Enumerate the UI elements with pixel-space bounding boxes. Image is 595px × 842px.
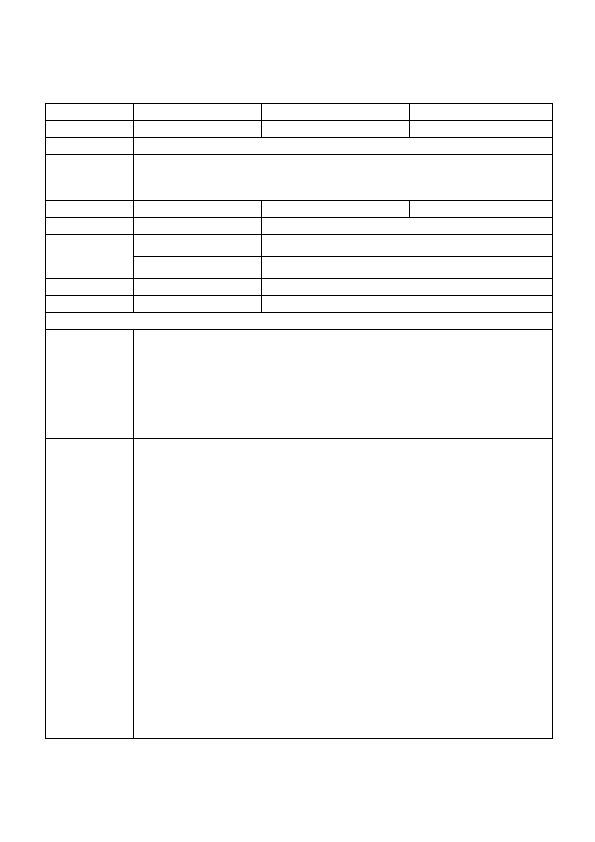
text-line — [137, 348, 549, 366]
field-value — [134, 138, 553, 155]
field-label — [46, 155, 134, 201]
field-value — [134, 257, 262, 279]
field-label — [46, 218, 134, 235]
field-value — [134, 201, 262, 218]
field-value — [134, 218, 262, 235]
text-line — [137, 481, 549, 499]
field-label — [46, 104, 134, 121]
text-line — [137, 366, 549, 384]
section-a-content — [134, 330, 553, 439]
text-line — [137, 463, 549, 481]
section-a-row — [46, 330, 553, 439]
header-row-3 — [46, 138, 553, 155]
field-value — [134, 235, 262, 257]
text-line — [137, 535, 549, 553]
text-line — [137, 553, 549, 571]
text-line — [137, 445, 549, 463]
field-label — [262, 201, 410, 218]
section-b-row — [46, 439, 553, 739]
field-value — [134, 296, 262, 313]
text-line — [137, 571, 549, 589]
field-value — [262, 235, 553, 257]
header-row-6 — [46, 218, 553, 235]
text-line — [137, 158, 549, 171]
field-value — [410, 121, 553, 138]
text-line — [137, 330, 549, 348]
header-row-4 — [46, 155, 553, 201]
text-line — [137, 697, 549, 715]
text-line — [137, 643, 549, 661]
text-line — [137, 715, 549, 733]
field-label — [262, 121, 410, 138]
text-line — [137, 679, 549, 697]
field-value — [262, 257, 553, 279]
header-row-5 — [46, 201, 553, 218]
field-value — [134, 121, 262, 138]
text-line — [137, 420, 549, 438]
field-value — [262, 218, 553, 235]
text-line — [137, 625, 549, 643]
field-value-multiline — [134, 155, 553, 201]
section-b-content — [134, 439, 553, 739]
section-title — [46, 313, 553, 330]
field-value — [262, 296, 553, 313]
field-label — [46, 279, 134, 296]
text-line — [137, 499, 549, 517]
text-line — [137, 661, 549, 679]
header-row-9 — [46, 296, 553, 313]
text-line — [137, 171, 549, 184]
section-b-label — [46, 439, 134, 739]
field-label — [46, 296, 134, 313]
field-label — [46, 235, 134, 279]
header-row-7a — [46, 235, 553, 257]
section-title-row — [46, 313, 553, 330]
section-a-label — [46, 330, 134, 439]
field-value — [410, 104, 553, 121]
header-row-1 — [46, 104, 553, 121]
field-value — [410, 201, 553, 218]
form-table — [45, 103, 553, 739]
text-line — [137, 402, 549, 420]
header-row-2 — [46, 121, 553, 138]
text-line — [137, 607, 549, 625]
text-line — [137, 517, 549, 535]
field-value — [262, 279, 553, 296]
header-row-8 — [46, 279, 553, 296]
field-label — [46, 121, 134, 138]
text-line — [137, 384, 549, 402]
text-line — [137, 184, 549, 197]
text-line — [137, 589, 549, 607]
field-value — [134, 279, 262, 296]
field-label — [262, 104, 410, 121]
field-label — [46, 201, 134, 218]
field-value — [134, 104, 262, 121]
field-label — [46, 138, 134, 155]
